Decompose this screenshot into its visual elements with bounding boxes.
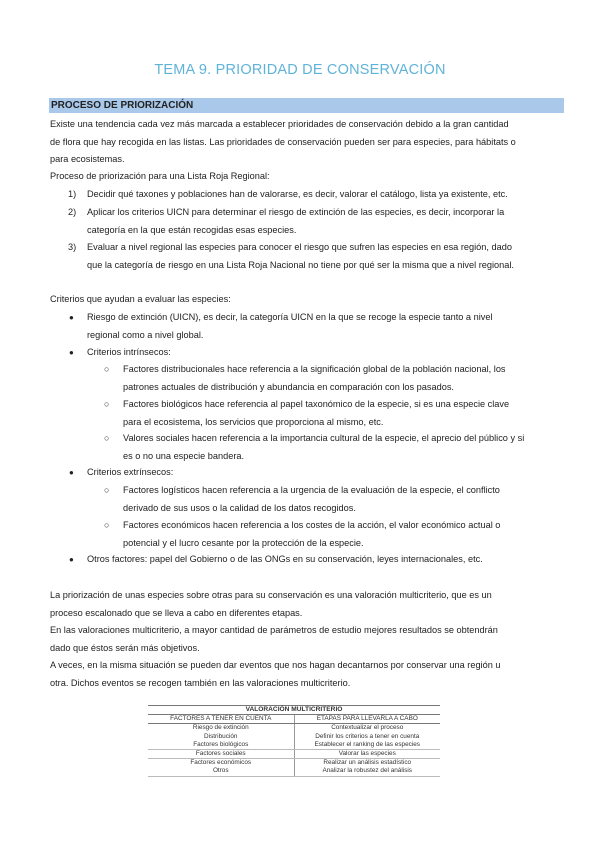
table-cell: Factores económicos (148, 759, 294, 768)
step-line: categoría en la que están recogidas esas especies. (87, 224, 297, 235)
intro-line: Existe una tendencia cada vez más marcada a establecer prioridades de conservación debido a la gran cantidad (50, 119, 509, 129)
table-cell: Factores biológicos (148, 741, 294, 750)
process-intro: Proceso de priorización para una Lista Roja Regional: (50, 171, 270, 181)
table-row (148, 724, 440, 733)
extrinsic-item (123, 517, 568, 552)
bullet-icon: ● (69, 468, 74, 477)
table-title: VALORACIÓN MULTICRITERIO (148, 706, 440, 715)
table-cell: Riesgo de extinción (148, 724, 294, 733)
intrinsic-label: Criterios intrínsecos: (87, 347, 171, 357)
closing-line: En las valoraciones multicriterio, a mayor cantidad de parámetros de estudio mejores resultados se obtendrán (50, 625, 498, 635)
intrinsic-item (123, 396, 568, 431)
step-text (87, 239, 567, 274)
item-line: derivado de sus usos o la calidad de los datos recogidos. (123, 502, 356, 513)
step-number: 1) (68, 189, 77, 199)
item-line: Factores económicos hacen referencia a los costes de la acción, el valor económico actual o (123, 520, 501, 530)
circle-bullet-icon: ○ (104, 433, 110, 443)
item-line: para el ecosistema, los servicios que proporciona al mismo, etc. (123, 416, 384, 427)
closing-line: proceso escalonado que se lleva a cabo en diferentes etapas. (50, 607, 303, 618)
intro-line: de flora que hay recogida en las listas. Las prioridades de conservación pueden ser para especies, para hábitats o (50, 136, 516, 147)
closing-paragraph (50, 587, 565, 692)
page-title: TEMA 9. PRIORIDAD DE CONSERVACIÓN (154, 62, 446, 78)
table-cell: Analizar la robustez del análisis (294, 767, 440, 776)
table-cell: Distribución (148, 733, 294, 741)
criterion-otros: Otros factores: papel del Gobierno o de las ONGs en su conservación, leyes internacionales, etc. (87, 554, 483, 564)
table-cell: Realizar un análisis estadístico (323, 759, 412, 767)
circle-bullet-icon: ○ (104, 520, 110, 530)
criterion-riesgo (87, 309, 567, 344)
circle-bullet-icon: ○ (104, 485, 110, 495)
step-line: Aplicar los criterios UICN para determinar el riesgo de extinción de las especies, es decir, incorporar la (87, 207, 505, 217)
bullet-icon: ● (69, 555, 74, 564)
table-cell: Otros (148, 767, 294, 776)
table-cell: Definir los criterios a tener en cuenta (315, 732, 420, 740)
item-line: potencial y el lucro cesante por la protección de la especie. (123, 537, 364, 548)
table-cell: Establecer el ranking de las especies (294, 741, 440, 750)
criteria-intro: Criterios que ayudan a evaluar las especies: (50, 294, 231, 304)
intrinsic-item (123, 430, 568, 465)
extrinsic-item (123, 482, 568, 517)
table-cell: Valorar las especies (294, 750, 440, 759)
table-cell: Factores sociales (148, 750, 294, 759)
intro-line: para ecosistemas. (50, 154, 125, 164)
step-number: 3) (68, 242, 77, 252)
table-row (148, 767, 440, 776)
closing-line: otra. Dichos eventos se recogen también en las valoraciones multicriterio. (50, 677, 351, 688)
bullet-icon: ● (69, 313, 74, 322)
item-line: Valores sociales hacen referencia a la importancia cultural de la especie, el aprecio del público y si (123, 433, 525, 443)
table-row (148, 733, 440, 741)
table-row (148, 759, 440, 768)
criterion-line: Riesgo de extinción (UICN), es decir, la categoría UICN en la que se recoge la especie tanto a nivel (87, 312, 493, 322)
item-line: es o no una especie bandera. (123, 450, 245, 461)
step-line: Decidir qué taxones y poblaciones han de valorarse, es decir, valorar el catálogo, lista ya existente, etc. (87, 189, 508, 199)
table-row (148, 750, 440, 759)
closing-line: A veces, en la misma situación se pueden dar eventos que nos hagan decantarnos por conservar una región u (50, 660, 501, 670)
step-text (87, 186, 567, 204)
circle-bullet-icon: ○ (104, 364, 110, 374)
step-number: 2) (68, 207, 77, 217)
table-col-header: ETAPAS PARA LLEVARLA A CABO (294, 715, 440, 724)
bullet-icon: ● (69, 348, 74, 357)
item-line: Factores distribucionales hace referencia a la significación global de la población nacional, los (123, 364, 506, 374)
table-row (148, 741, 440, 750)
intro-paragraph (50, 116, 565, 169)
step-line: Evaluar a nivel regional las especies para conocer el riesgo que sufren las especies en esa región, dado (87, 242, 512, 252)
multicriteria-table (148, 705, 440, 777)
closing-line: dado que éstos serán más objetivos. (50, 642, 200, 653)
item-line: Factores logísticos hacen referencia a la urgencia de la evaluación de la especie, el conflicto (123, 485, 500, 495)
criterion-line: regional como a nivel global. (87, 329, 204, 340)
step-text (87, 204, 567, 239)
item-line: patrones actuales de distribución y abundancia en comparación con los pasados. (123, 381, 454, 392)
table-col-header: FACTORES A TENER EN CUENTA (148, 715, 294, 724)
step-line: que la categoría de riesgo en una Lista Roja Nacional no tiene por qué ser la misma que a nivel regional. (87, 259, 514, 270)
table-cell: Contextualizar el proceso (331, 724, 404, 732)
closing-line: La priorización de unas especies sobre otras para su conservación es una valoración multicriterio, que es un (50, 590, 492, 600)
section-heading: PROCESO DE PRIORIZACIÓN (49, 98, 564, 113)
item-line: Factores biológicos hace referencia al papel taxonómico de la especie, si es una especie clave (123, 399, 510, 409)
intrinsic-item (123, 361, 568, 396)
circle-bullet-icon: ○ (104, 399, 110, 409)
extrinsic-label: Criterios extrínsecos: (87, 467, 174, 477)
